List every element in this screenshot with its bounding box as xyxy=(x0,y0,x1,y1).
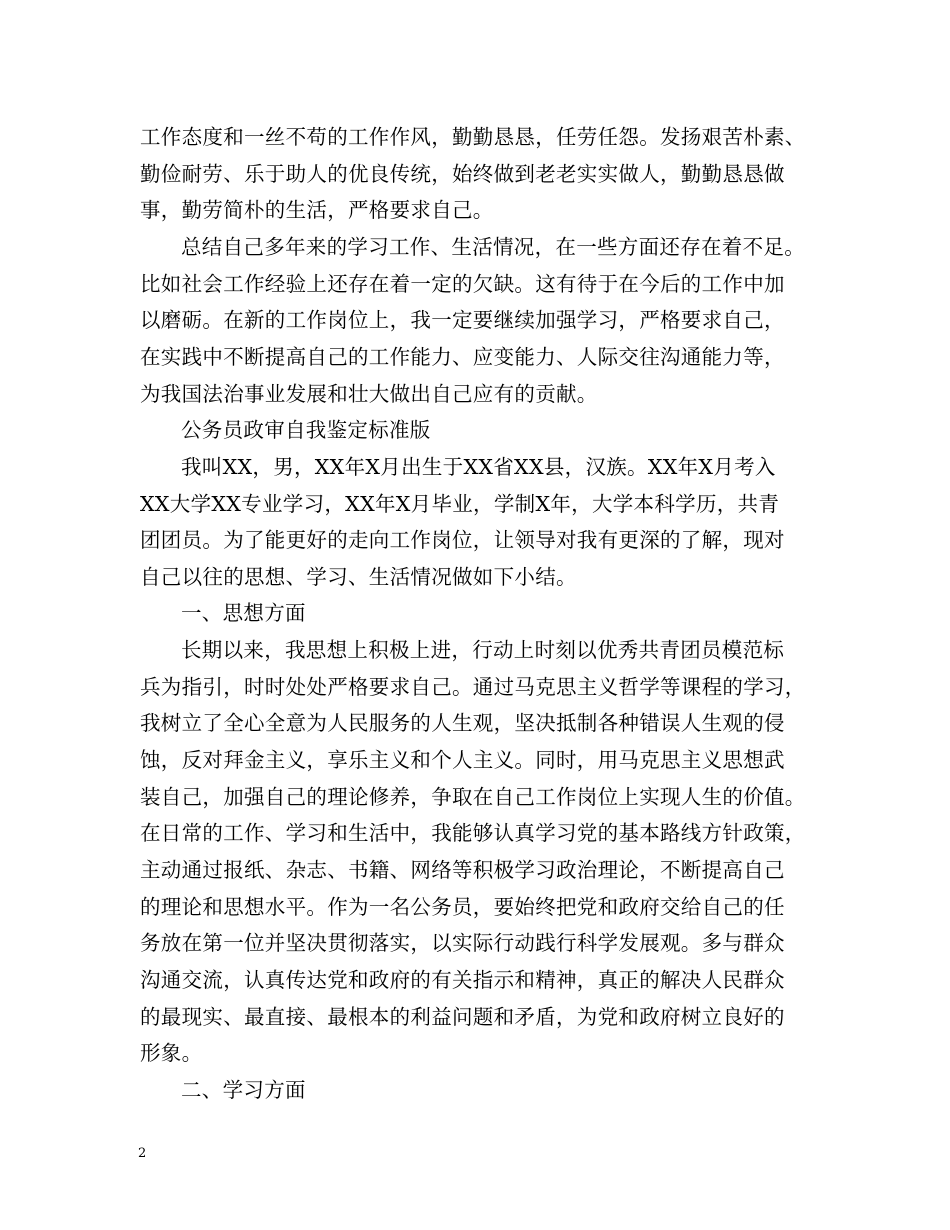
text-line: 二、学习方面 xyxy=(181,1077,306,1102)
text-line: XX大学XX专业学习，XX年X月毕业，学制X年，大学本科学历，共青 xyxy=(140,491,780,516)
text-line: 兵为指引，时时处处严格要求自己。通过马克思主义哲学等课程的学习， xyxy=(140,674,806,699)
text-line: 比如社会工作经验上还存在着一定的欠缺。这有待于在今后的工作中加 xyxy=(140,271,785,296)
text-line: 主动通过报纸、杂志、书籍、网络等积极学习政治理论，不断提高自己 xyxy=(140,858,785,882)
text-line: 事，勤劳简朴的生活，严格要求自己。 xyxy=(140,198,494,223)
text-line: 形象。 xyxy=(140,1041,203,1066)
text-line: 以磨砺。在新的工作岗位上，我一定要继续加强学习，严格要求自己， xyxy=(140,308,785,333)
text-line: 我叫XX，男，XX年X月出生于XX省XX县，汉族。XX年X月考入 xyxy=(181,454,776,479)
text-line: 长期以来，我思想上积极上进，行动上时刻以优秀共青团员模范标 xyxy=(181,638,785,663)
text-line: 在日常的工作、学习和生活中，我能够认真学习党的基本路线方针政策， xyxy=(140,821,806,846)
text-line: 勤俭耐劳、乐于助人的优良传统，始终做到老老实实做人，勤勤恳恳做 xyxy=(140,161,785,186)
text-line: 的最现实、最直接、最根本的利益问题和矛盾，为党和政府树立良好的 xyxy=(140,1004,785,1029)
text-line: 一、思想方面 xyxy=(181,601,306,626)
text-line: 工作态度和一丝不苟的工作作风，勤勤恳恳，任劳任怨。发扬艰苦朴素、 xyxy=(140,125,806,149)
text-line: 的理论和思想水平。作为一名公务员，要始终把党和政府交给自己的任 xyxy=(140,894,785,919)
text-line: 我树立了全心全意为人民服务的人生观，坚决抵制各种错误人生观的侵 xyxy=(140,711,785,736)
text-line: 务放在第一位并坚决贯彻落实，以实际行动践行科学发展观。多与群众 xyxy=(140,931,785,956)
text-line: 为我国法治事业发展和壮大做出自己应有的贡献。 xyxy=(140,381,598,406)
text-line: 自己以往的思想、学习、生活情况做如下小结。 xyxy=(140,564,577,589)
text-line: 装自己，加强自己的理论修养，争取在自己工作岗位上实现人生的价值。 xyxy=(140,784,806,809)
text-line: 公务员政审自我鉴定标准版 xyxy=(181,418,431,443)
text-line: 团团员。为了能更好的走向工作岗位，让领导对我有更深的了解，现对 xyxy=(140,528,785,553)
text-line: 在实践中不断提高自己的工作能力、应变能力、人际交往沟通能力等， xyxy=(140,344,785,369)
text-line: 沟通交流，认真传达党和政府的有关指示和精神，真正的解决人民群众 xyxy=(140,967,785,992)
text-line: 蚀，反对拜金主义，享乐主义和个人主义。同时，用马克思主义思想武 xyxy=(140,748,785,773)
text-line: 总结自己多年来的学习工作、生活情况，在一些方面还存在着不足。 xyxy=(181,234,805,259)
page-number: 2 xyxy=(138,1146,147,1161)
